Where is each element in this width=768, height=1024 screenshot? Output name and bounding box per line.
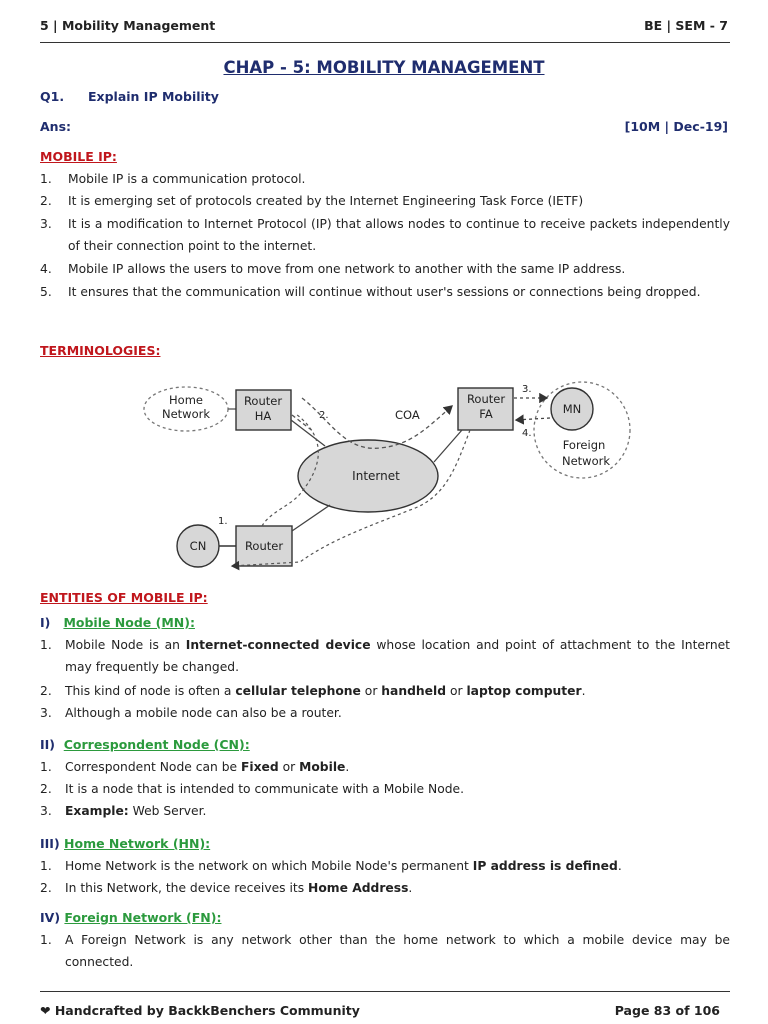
foreign-network-label-line1: Foreign xyxy=(562,438,606,452)
router-fa-label-line2: FA xyxy=(479,407,493,421)
list-item xyxy=(40,680,730,702)
subheading-label: Foreign Network (FN): xyxy=(64,910,222,925)
answer-label: Ans: xyxy=(40,119,72,134)
mobile-ip-diagram xyxy=(140,372,640,582)
marks-label: [10M | Dec-19] xyxy=(624,119,728,134)
footer-divider xyxy=(40,991,730,992)
list-number: 3. xyxy=(40,706,52,720)
step-1-label: 1. xyxy=(218,516,228,527)
list-number: 3. xyxy=(40,217,52,231)
list-text: Example: Web Server. xyxy=(65,804,207,818)
home-network-label-line1: Home xyxy=(169,393,203,407)
list-number: 5. xyxy=(40,285,52,299)
subheading-label: Mobile Node (MN): xyxy=(63,615,195,630)
running-header-right: BE | SEM - 7 xyxy=(644,18,728,33)
subheading-number: II) xyxy=(40,737,56,752)
list-text: Correspondent Node can be Fixed or Mobile. xyxy=(65,760,350,774)
running-header-left: 5 | Mobility Management xyxy=(40,18,216,33)
list-item xyxy=(40,634,730,678)
list-text: It is a modification to Internet Protocol (IP) that allows nodes to continue to receive packets independently of their connection point to the internet. xyxy=(68,217,730,253)
list-text: A Foreign Network is any network other than the home network to which a mobile device may be connected. xyxy=(65,933,730,969)
list-number: 1. xyxy=(40,760,52,774)
subheading-label: Home Network (HN): xyxy=(64,836,211,851)
router-ha-label-line2: HA xyxy=(254,409,272,423)
step-2-label: 2. xyxy=(319,410,329,421)
internet-label: Internet xyxy=(352,469,400,483)
router-fa-label-line1: Router xyxy=(466,392,506,406)
list-item xyxy=(40,190,730,212)
list-item xyxy=(40,213,730,257)
home-network-label-line2: Network xyxy=(161,407,211,421)
list-text: This kind of node is often a cellular telephone or handheld or laptop computer. xyxy=(65,684,586,698)
list-item xyxy=(40,778,730,800)
mn-label: MN xyxy=(562,402,582,416)
chapter-title: CHAP - 5: MOBILITY MANAGEMENT xyxy=(223,58,545,77)
list-item xyxy=(40,855,730,877)
subheading-foreign-network xyxy=(40,910,221,925)
list-number: 1. xyxy=(40,933,52,947)
foreign-network-label-line2: Network xyxy=(561,454,611,468)
subheading-home-network xyxy=(40,836,210,851)
list-number: 1. xyxy=(40,172,52,186)
header-divider xyxy=(40,42,730,43)
footer-credit: ❤ Handcrafted by BackkBenchers Community xyxy=(40,1003,360,1018)
step-3-label: 3. xyxy=(522,384,532,395)
subheading-correspondent-node xyxy=(40,737,250,752)
list-number: 1. xyxy=(40,638,52,652)
list-number: 4. xyxy=(40,262,52,276)
list-item xyxy=(40,929,730,973)
list-text: Although a mobile node can also be a router. xyxy=(65,706,342,720)
subheading-label: Correspondent Node (CN): xyxy=(63,737,250,752)
list-number: 2. xyxy=(40,782,52,796)
subheading-number: I) xyxy=(40,615,51,630)
list-text: Home Network is the network on which Mobile Node's permanent IP address is defined. xyxy=(65,859,622,873)
list-item xyxy=(40,702,730,724)
list-text: It is a node that is intended to communicate with a Mobile Node. xyxy=(65,782,465,796)
subheading-number: III) xyxy=(40,836,60,851)
list-number: 2. xyxy=(40,194,52,208)
router-ha-label-line1: Router xyxy=(243,394,283,408)
list-text: It ensures that the communication will continue without user's sessions or connections being dropped. xyxy=(68,285,701,299)
subheading-number: IV) xyxy=(40,910,61,925)
page-number: Page 83 of 106 xyxy=(614,1003,720,1018)
list-number: 3. xyxy=(40,804,52,818)
list-item xyxy=(40,168,730,190)
list-item xyxy=(40,258,730,280)
list-text: Mobile IP allows the users to move from one network to another with the same IP address. xyxy=(68,262,626,276)
question-number: Q1. xyxy=(40,89,65,104)
list-text: In this Network, the device receives its Home Address. xyxy=(65,881,413,895)
step-4-label: 4. xyxy=(522,428,532,439)
list-text: Mobile Node is an Internet-connected device whose location and point of attachment to the Internet may frequently be changed. xyxy=(65,638,730,674)
subheading-mobile-node xyxy=(40,615,195,630)
list-number: 1. xyxy=(40,859,52,873)
list-text: It is emerging set of protocols created by the Internet Engineering Task Force (IETF) xyxy=(68,194,584,208)
list-number: 2. xyxy=(40,684,52,698)
list-item xyxy=(40,281,730,303)
router-label: Router xyxy=(244,539,284,553)
list-item xyxy=(40,800,730,822)
question-text: Explain IP Mobility xyxy=(88,89,219,104)
coa-label: COA xyxy=(395,408,420,422)
list-number: 2. xyxy=(40,881,52,895)
section-heading-terminologies: TERMINOLOGIES: xyxy=(40,343,161,358)
list-item xyxy=(40,877,730,899)
section-heading-mobile-ip: MOBILE IP: xyxy=(40,149,117,164)
list-text: Mobile IP is a communication protocol. xyxy=(68,172,306,186)
cn-label: CN xyxy=(189,539,207,553)
section-heading-entities: ENTITIES OF MOBILE IP: xyxy=(40,590,208,605)
list-item xyxy=(40,756,730,778)
